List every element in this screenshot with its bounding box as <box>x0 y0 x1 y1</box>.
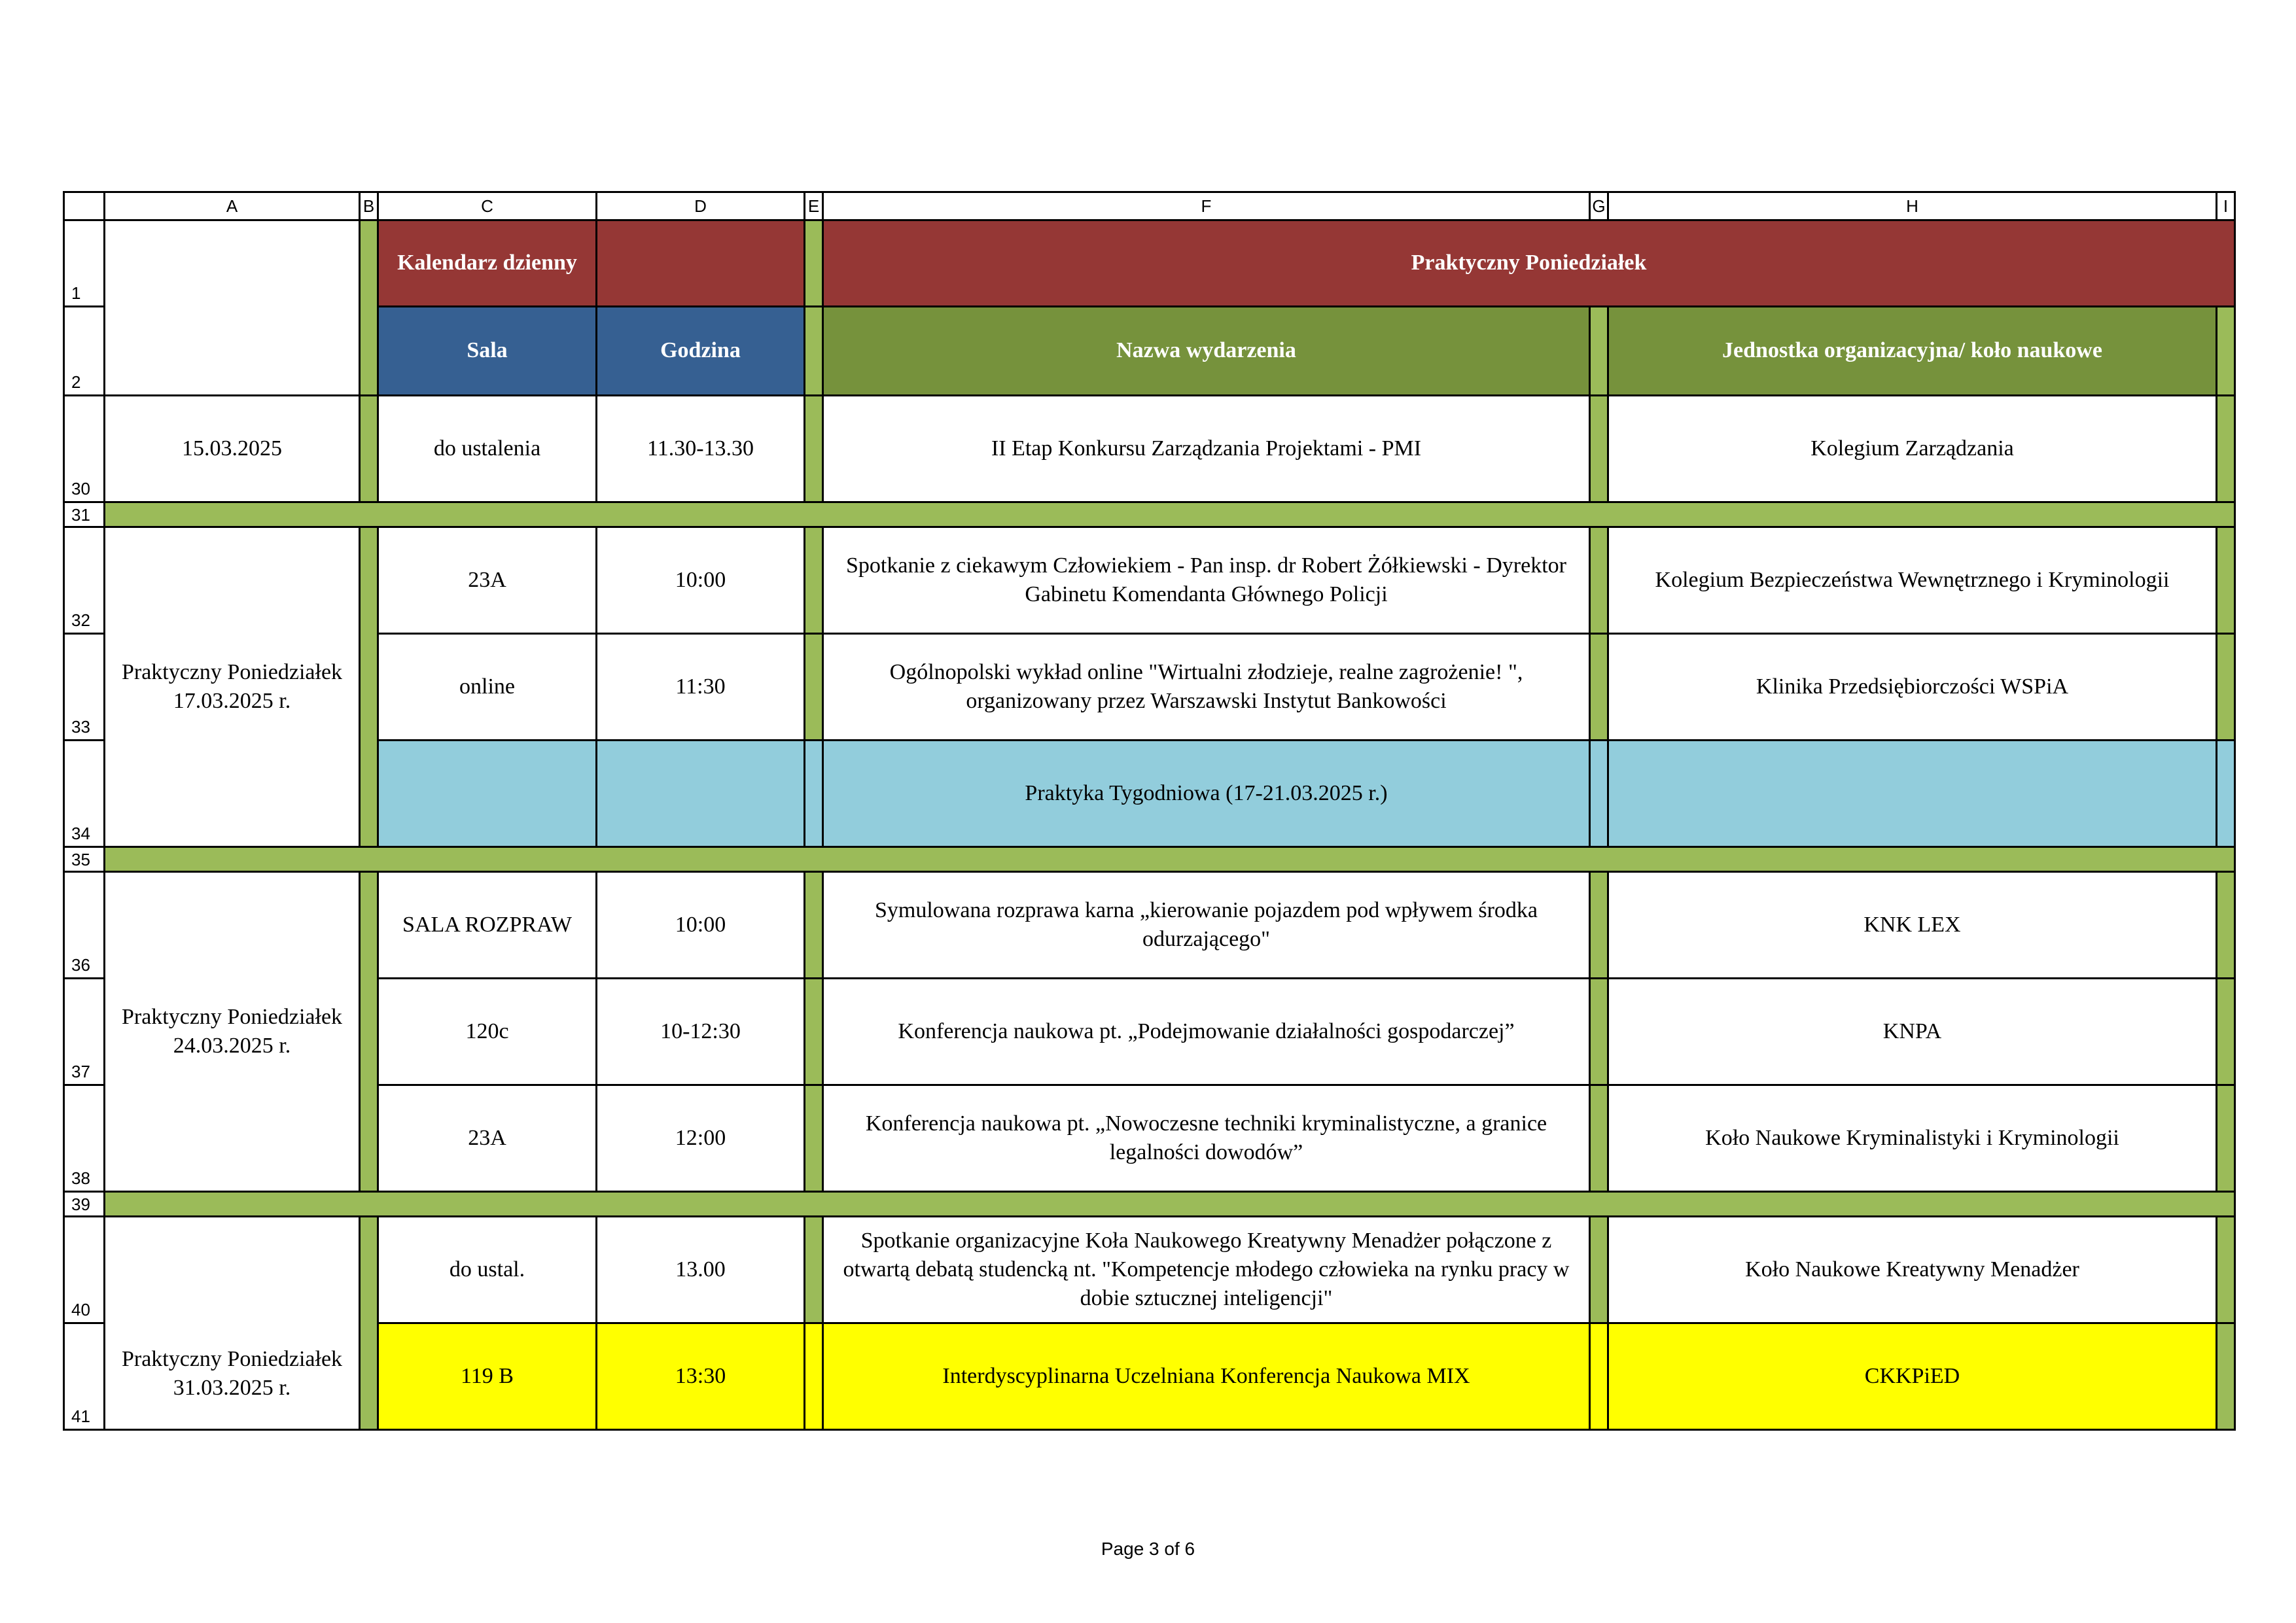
column-header-h[interactable]: H <box>1608 192 2217 220</box>
separator-cell <box>2217 307 2235 396</box>
separator-cell <box>805 396 823 502</box>
row-number[interactable]: 39 <box>64 1192 105 1217</box>
time-cell[interactable]: 11:30 <box>597 634 805 741</box>
calendar-label[interactable]: Kalendarz dzienny <box>378 220 597 307</box>
separator-cell <box>805 872 823 979</box>
organizer-cell[interactable] <box>1608 741 2217 847</box>
time-cell[interactable]: 13.00 <box>597 1217 805 1323</box>
table-row <box>64 1085 2235 1192</box>
separator-cell <box>2217 741 2235 847</box>
event-cell[interactable]: Spotkanie organizacyjne Koła Naukowego Kreatywny Menadżer połączone z otwartą debatą studencką nt. "Kompetencje młodego człowieka na rynku pracy w dobie sztucznej inteligencji" <box>823 1217 1590 1323</box>
gap-row <box>64 502 2235 527</box>
time-cell[interactable]: 12:00 <box>597 1085 805 1192</box>
event-cell[interactable]: Symulowana rozprawa karna „kierowanie pojazdem pod wpływem środka odurzającego" <box>823 872 1590 979</box>
column-header-e[interactable]: E <box>805 192 823 220</box>
gap-row <box>64 847 2235 872</box>
date-cell[interactable]: Praktyczny Poniedziałek 24.03.2025 r. <box>105 872 360 1192</box>
separator-cell <box>360 527 378 847</box>
row-number[interactable]: 34 <box>64 741 105 847</box>
column-header-f[interactable]: F <box>823 192 1590 220</box>
room-cell[interactable]: 23A <box>378 527 597 634</box>
row-number[interactable]: 2 <box>64 307 105 396</box>
separator-cell <box>360 396 378 502</box>
time-cell[interactable]: 13:30 <box>597 1323 805 1430</box>
column-header-a[interactable]: A <box>105 192 360 220</box>
column-header-c[interactable]: C <box>378 192 597 220</box>
room-cell[interactable] <box>378 741 597 847</box>
time-cell[interactable]: 10:00 <box>597 527 805 634</box>
event-cell[interactable]: Spotkanie z ciekawym Człowiekiem - Pan insp. dr Robert Żółkiewski - Dyrektor Gabinetu Komendanta Głównego Policji <box>823 527 1590 634</box>
separator-cell <box>1590 634 1608 741</box>
separator-cell <box>805 220 823 307</box>
time-cell[interactable] <box>597 741 805 847</box>
table-row <box>64 1323 2235 1430</box>
separator-cell <box>1590 979 1608 1085</box>
organizer-header[interactable]: Jednostka organizacyjna/ koło naukowe <box>1608 307 2217 396</box>
time-cell[interactable]: 10-12:30 <box>597 979 805 1085</box>
separator-cell <box>1590 1217 1608 1323</box>
separator-cell <box>2217 1217 2235 1323</box>
event-cell[interactable]: II Etap Konkursu Zarządzania Projektami - PMI <box>823 396 1590 502</box>
column-header-d[interactable]: D <box>597 192 805 220</box>
row-number[interactable]: 36 <box>64 872 105 979</box>
schedule-sheet <box>63 191 2236 1431</box>
gap-fill <box>105 1192 2235 1217</box>
row-number[interactable]: 38 <box>64 1085 105 1192</box>
row-number[interactable]: 1 <box>64 220 105 307</box>
date-cell[interactable]: Praktyczny Poniedziałek 31.03.2025 r. <box>105 1217 360 1430</box>
event-cell[interactable]: Interdyscyplinarna Uczelniana Konferencja Naukowa MIX <box>823 1323 1590 1430</box>
organizer-cell[interactable]: KNPA <box>1608 979 2217 1085</box>
row-number[interactable]: 37 <box>64 979 105 1085</box>
separator-cell <box>2217 1323 2235 1430</box>
gap-fill <box>105 847 2235 872</box>
room-cell[interactable]: 119 B <box>378 1323 597 1430</box>
time-header[interactable]: Godzina <box>597 307 805 396</box>
separator-cell <box>2217 1085 2235 1192</box>
title-row <box>64 220 2235 307</box>
separator-cell <box>360 872 378 1192</box>
table-row <box>64 527 2235 634</box>
organizer-cell[interactable]: Kolegium Bezpieczeństwa Wewnętrznego i Kryminologii <box>1608 527 2217 634</box>
event-cell[interactable]: Praktyka Tygodniowa (17-21.03.2025 r.) <box>823 741 1590 847</box>
table-row <box>64 1217 2235 1323</box>
row-number[interactable]: 40 <box>64 1217 105 1323</box>
row-number[interactable]: 41 <box>64 1323 105 1430</box>
separator-cell <box>2217 396 2235 502</box>
event-cell[interactable]: Ogólnopolski wykład online "Wirtualni złodzieje, realne zagrożenie! ", organizowany przez Warszawski Instytut Bankowości <box>823 634 1590 741</box>
event-cell[interactable]: Konferencja naukowa pt. „Podejmowanie działalności gospodarczej” <box>823 979 1590 1085</box>
time-cell[interactable]: 10:00 <box>597 872 805 979</box>
separator-cell <box>2217 634 2235 741</box>
time-cell[interactable]: 11.30-13.30 <box>597 396 805 502</box>
separator-cell <box>805 307 823 396</box>
corner-cell[interactable] <box>64 192 105 220</box>
separator-cell <box>1590 396 1608 502</box>
room-cell[interactable]: do ustal. <box>378 1217 597 1323</box>
room-cell[interactable]: do ustalenia <box>378 396 597 502</box>
separator-cell <box>1590 872 1608 979</box>
room-cell[interactable]: 120c <box>378 979 597 1085</box>
separator-cell <box>805 741 823 847</box>
event-cell[interactable]: Konferencja naukowa pt. „Nowoczesne techniki kryminalistyczne, a granice legalności dowodów” <box>823 1085 1590 1192</box>
organizer-cell[interactable]: Klinika Przedsiębiorczości WSPiA <box>1608 634 2217 741</box>
room-header[interactable]: Sala <box>378 307 597 396</box>
column-header-b[interactable]: B <box>360 192 378 220</box>
organizer-cell[interactable]: CKKPiED <box>1608 1323 2217 1430</box>
separator-cell <box>1590 307 1608 396</box>
room-cell[interactable]: SALA ROZPRAW <box>378 872 597 979</box>
event-name-header[interactable]: Nazwa wydarzenia <box>823 307 1590 396</box>
column-labels-row <box>64 307 2235 396</box>
row-number[interactable]: 35 <box>64 847 105 872</box>
date-cell[interactable]: 15.03.2025 <box>105 396 360 502</box>
column-header-i[interactable]: I <box>2217 192 2235 220</box>
table-row <box>64 979 2235 1085</box>
page-footer: Page 3 of 6 <box>1101 1539 1195 1559</box>
column-header-row <box>64 192 2235 220</box>
table-row <box>64 396 2235 502</box>
separator-cell <box>805 634 823 741</box>
separator-cell <box>805 1323 823 1430</box>
row-number[interactable]: 33 <box>64 634 105 741</box>
separator-cell <box>1590 527 1608 634</box>
row-number[interactable]: 30 <box>64 396 105 502</box>
sheet-title[interactable]: Praktyczny Poniedziałek <box>823 220 2235 307</box>
organizer-cell[interactable]: Koło Naukowe Kryminalistyki i Kryminologii <box>1608 1085 2217 1192</box>
organizer-cell[interactable]: Koło Naukowe Kreatywny Menadżer <box>1608 1217 2217 1323</box>
separator-cell <box>1590 1085 1608 1192</box>
room-cell[interactable]: online <box>378 634 597 741</box>
separator-cell <box>1590 741 1608 847</box>
separator-cell <box>2217 979 2235 1085</box>
separator-cell <box>1590 1323 1608 1430</box>
separator-cell <box>360 220 378 396</box>
separator-cell <box>805 1085 823 1192</box>
table-row <box>64 634 2235 741</box>
separator-cell <box>805 979 823 1085</box>
separator-cell <box>805 527 823 634</box>
table-row <box>64 872 2235 979</box>
date-cell[interactable]: Praktyczny Poniedziałek 17.03.2025 r. <box>105 527 360 847</box>
organizer-cell[interactable]: KNK LEX <box>1608 872 2217 979</box>
row-number[interactable]: 31 <box>64 502 105 527</box>
separator-cell <box>805 1217 823 1323</box>
gap-fill <box>105 502 2235 527</box>
separator-cell <box>2217 872 2235 979</box>
table-row <box>64 741 2235 847</box>
gap-row <box>64 1192 2235 1217</box>
separator-cell <box>2217 527 2235 634</box>
column-header-g[interactable]: G <box>1590 192 1608 220</box>
separator-cell <box>360 1217 378 1430</box>
row-number[interactable]: 32 <box>64 527 105 634</box>
date-cell-empty[interactable] <box>105 220 360 396</box>
organizer-cell[interactable]: Kolegium Zarządzania <box>1608 396 2217 502</box>
title-spacer-cell[interactable] <box>597 220 805 307</box>
room-cell[interactable]: 23A <box>378 1085 597 1192</box>
